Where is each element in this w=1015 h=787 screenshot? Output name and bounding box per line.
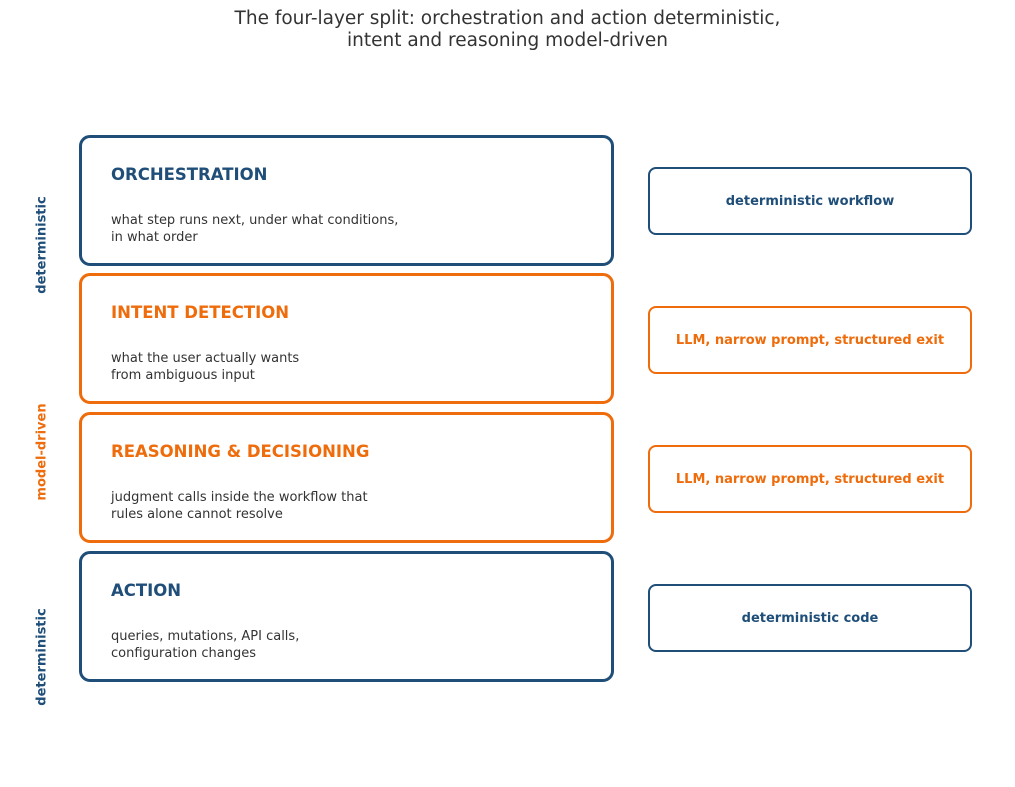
layer-desc-line: in what order [111, 230, 198, 245]
layer-desc-line: what the user actually wants [111, 351, 300, 366]
layer-desc-action [111, 628, 299, 662]
layer-name-intent-detection: INTENT DETECTION [111, 303, 290, 322]
layer-name-reasoning-decisioning: REASONING & DECISIONING [111, 442, 370, 461]
layer-desc-line: what step runs next, under what conditions, [111, 213, 399, 228]
impl-box-orchestration: deterministic workflow [648, 167, 972, 235]
layer-box-intent-detection [79, 273, 614, 404]
layer-desc-intent-detection [111, 350, 299, 384]
title-line-2: intent and reasoning model-driven [347, 30, 668, 51]
layer-box-reasoning-decisioning [79, 412, 614, 543]
layer-desc-line: queries, mutations, API calls, [111, 629, 300, 644]
diagram-title [0, 8, 1015, 52]
title-line-1: The four-layer split: orchestration and action deterministic, [234, 8, 781, 29]
impl-box-intent-detection: LLM, narrow prompt, structured exit [648, 306, 972, 374]
impl-box-action: deterministic code [648, 584, 972, 652]
layer-name-orchestration: ORCHESTRATION [111, 165, 268, 184]
side-label-model-driven: model-driven [34, 403, 50, 501]
layer-box-orchestration [79, 135, 614, 266]
layer-desc-orchestration [111, 212, 398, 246]
layer-desc-reasoning-decisioning [111, 489, 368, 523]
layer-desc-line: from ambiguous input [111, 368, 255, 383]
layer-desc-line: configuration changes [111, 646, 256, 661]
layer-box-action [79, 551, 614, 682]
layer-desc-line: rules alone cannot resolve [111, 507, 283, 522]
layer-desc-line: judgment calls inside the workflow that [111, 490, 368, 505]
impl-box-reasoning-decisioning: LLM, narrow prompt, structured exit [648, 445, 972, 513]
layer-name-action: ACTION [111, 581, 182, 600]
side-label-deterministic-bottom: deterministic [34, 608, 50, 706]
side-label-deterministic-top: deterministic [34, 196, 50, 294]
